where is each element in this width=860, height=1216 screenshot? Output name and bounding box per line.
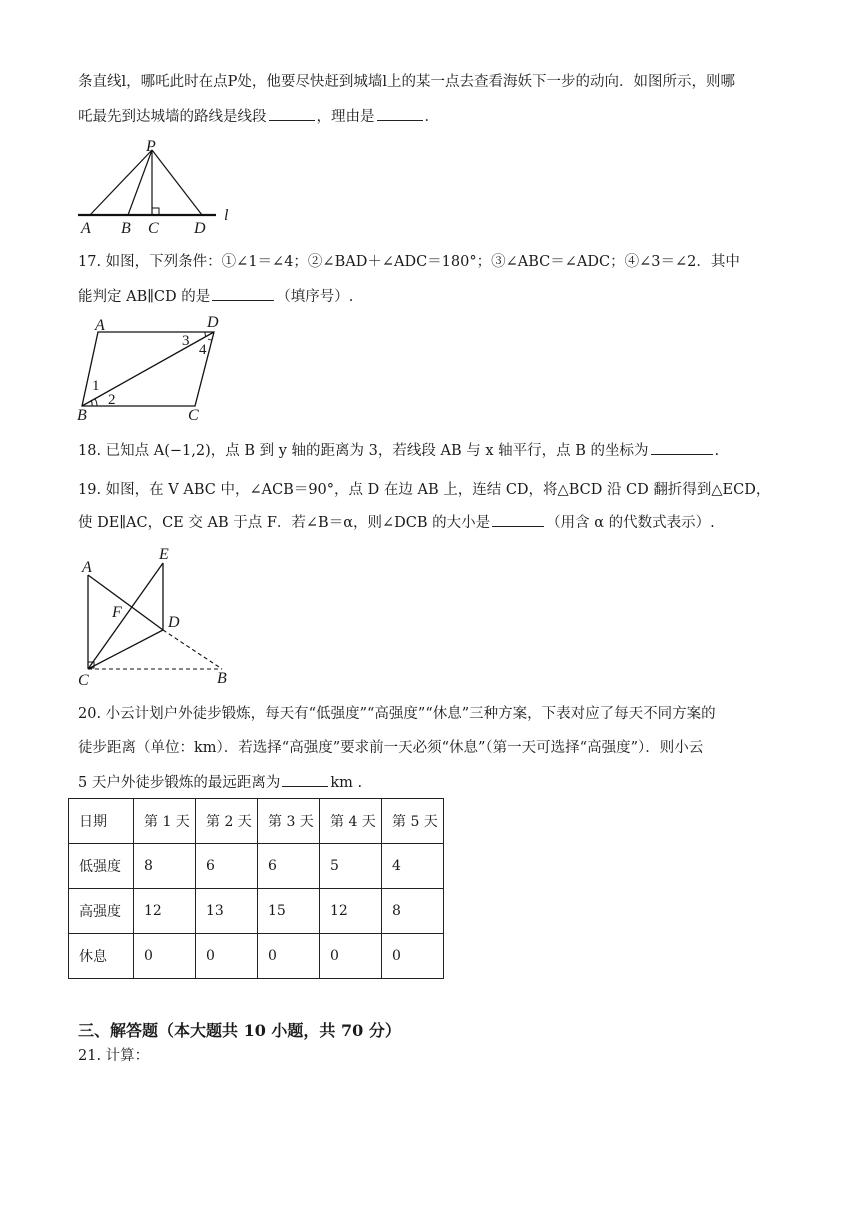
q20-text-a: 5 天户外徒步锻炼的最远距离为 bbox=[78, 775, 281, 791]
label-D: D bbox=[207, 314, 219, 331]
q17-text-a: 能判定 AB∥CD 的是 bbox=[78, 289, 211, 305]
q19-text-b: （用含 α 的代数式表示）. bbox=[546, 515, 715, 531]
answer-blank bbox=[282, 772, 328, 787]
table-cell: 0 bbox=[382, 934, 444, 979]
q17-line-1: 17. 如图，下列条件：①∠1＝∠4；②∠BAD＋∠ADC＝180°；③∠ABC＝∠ADC；④∠3＝∠2．其中 bbox=[78, 254, 740, 270]
answer-blank bbox=[651, 440, 713, 455]
label-B: B bbox=[217, 670, 227, 687]
answer-blank bbox=[269, 106, 315, 121]
table-cell: 0 bbox=[320, 934, 382, 979]
table-cell: 0 bbox=[258, 934, 320, 979]
table-row bbox=[69, 844, 444, 889]
q18-text-a: 18. 已知点 A(−1,2)，点 B 到 y 轴的距离为 3，若线段 AB 与 x 轴平行，点 B 的坐标为 bbox=[78, 443, 649, 459]
q16-text-c: ． bbox=[424, 109, 439, 125]
q17-text-b: （填序号）. bbox=[276, 289, 354, 305]
answer-blank bbox=[212, 286, 274, 301]
table-header-cell: 第 5 天 bbox=[382, 799, 444, 844]
table-header-cell: 日期 bbox=[69, 799, 134, 844]
label-C: C bbox=[188, 407, 199, 424]
q17-figure bbox=[70, 312, 240, 426]
label-A: A bbox=[81, 220, 91, 237]
q19-text-a: 使 DE∥AC，CE 交 AB 于点 F．若∠B＝α，则∠DCB 的大小是 bbox=[78, 515, 491, 531]
q16-line-2 bbox=[78, 106, 439, 127]
table-cell: 15 bbox=[258, 889, 320, 934]
q18-line bbox=[78, 440, 719, 461]
table-header-cell: 第 3 天 bbox=[258, 799, 320, 844]
table-cell: 5 bbox=[320, 844, 382, 889]
table-cell: 12 bbox=[320, 889, 382, 934]
answer-blank bbox=[377, 106, 423, 121]
label-B: B bbox=[121, 220, 131, 237]
q20-text-b: km . bbox=[330, 775, 363, 791]
table-header-cell: 第 4 天 bbox=[320, 799, 382, 844]
label-D: D bbox=[194, 220, 206, 237]
section-title: 三、解答题（本大题共 10 小题，共 70 分） bbox=[78, 1021, 401, 1040]
table-cell: 13 bbox=[196, 889, 258, 934]
table-cell: 12 bbox=[134, 889, 196, 934]
table-cell: 低强度 bbox=[69, 844, 134, 889]
table-row bbox=[69, 889, 444, 934]
label-F: F bbox=[112, 604, 122, 621]
table-cell: 高强度 bbox=[69, 889, 134, 934]
table-cell: 休息 bbox=[69, 934, 134, 979]
q16-figure bbox=[70, 136, 250, 240]
table-cell: 6 bbox=[258, 844, 320, 889]
q19-figure bbox=[72, 542, 252, 692]
table-header-cell: 第 2 天 bbox=[196, 799, 258, 844]
table-cell: 4 bbox=[382, 844, 444, 889]
label-A: A bbox=[82, 559, 92, 576]
label-B: B bbox=[77, 407, 87, 424]
label-C: C bbox=[148, 220, 159, 237]
q18-text-b: . bbox=[714, 443, 720, 459]
label-D: D bbox=[168, 614, 180, 631]
q16-text-a: 吒最先到达城墙的路线是线段 bbox=[78, 109, 267, 125]
angle-4: 4 bbox=[199, 342, 207, 358]
q20-line-2: 徒步距离（单位：km）．若选择“高强度”要求前一天必须“休息”（第一天可选择“高强度”）．则小云 bbox=[78, 740, 704, 756]
table-cell: 6 bbox=[196, 844, 258, 889]
q16-text-b: ，理由是 bbox=[316, 109, 375, 125]
angle-3: 3 bbox=[182, 333, 190, 349]
table-header-cell: 第 1 天 bbox=[134, 799, 196, 844]
q17-line-2 bbox=[78, 286, 353, 307]
q21-line: 21. 计算： bbox=[78, 1048, 150, 1064]
q20-line-3 bbox=[78, 772, 362, 793]
table-cell: 8 bbox=[134, 844, 196, 889]
q16-line-1: 条直线l，哪吒此时在点P处，他要尽快赶到城墙l上的某一点去查看海妖下一步的动向．如图所示，则哪 bbox=[78, 74, 736, 90]
q19-line-1: 19. 如图，在 V ABC 中，∠ACB＝90°，点 D 在边 AB 上，连结 CD，将△BCD 沿 CD 翻折得到△ECD， bbox=[78, 482, 771, 498]
label-A: A bbox=[95, 317, 105, 334]
table-row bbox=[69, 934, 444, 979]
label-l: l bbox=[224, 207, 229, 224]
q20-line-1: 20. 小云计划户外徒步锻炼，每天有“低强度”“高强度”“休息”三种方案，下表对应了每天不同方案的 bbox=[78, 706, 716, 722]
table-cell: 0 bbox=[196, 934, 258, 979]
table-header-row bbox=[69, 799, 444, 844]
label-P: P bbox=[146, 138, 156, 155]
distance-table bbox=[68, 798, 444, 979]
label-E: E bbox=[159, 546, 169, 563]
answer-blank bbox=[492, 512, 544, 527]
angle-2: 2 bbox=[108, 392, 116, 408]
table-cell: 0 bbox=[134, 934, 196, 979]
table-cell: 8 bbox=[382, 889, 444, 934]
q19-line-2 bbox=[78, 512, 715, 533]
label-C: C bbox=[78, 672, 89, 689]
angle-1: 1 bbox=[92, 378, 100, 394]
